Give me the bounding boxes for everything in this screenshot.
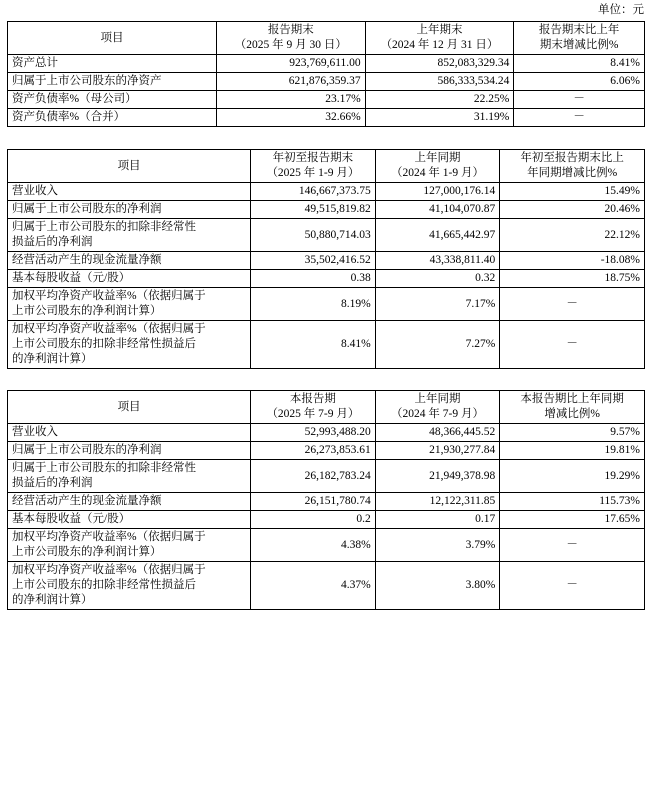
table-row (8, 511, 645, 529)
row-label: 基本每股收益（元/股） (8, 511, 251, 529)
row-label: 加权平均净资产收益率%（依据归属于 上市公司股东的净利润计算） (8, 288, 251, 321)
table-row (8, 201, 645, 219)
row-value-c1: 0.38 (251, 270, 376, 288)
row-value-c3: 17.65% (500, 511, 645, 529)
table-row (8, 442, 645, 460)
row-label: 归属于上市公司股东的扣除非经常性 损益后的净利润 (8, 460, 251, 493)
row-label: 营业收入 (8, 424, 251, 442)
row-value-c2: 41,104,070.87 (375, 201, 500, 219)
row-label: 资产负债率%（合并） (8, 109, 217, 127)
row-value-c1: 35,502,416.52 (251, 252, 376, 270)
row-label: 归属于上市公司股东的净利润 (8, 442, 251, 460)
section-spacer (0, 127, 652, 149)
row-value-c2: 0.32 (375, 270, 500, 288)
header-period-prior: 上年同期 （2024 年 7-9 月） (375, 391, 500, 424)
row-label: 营业收入 (8, 183, 251, 201)
table-row (8, 460, 645, 493)
row-value-c2: 3.80% (375, 562, 500, 610)
header-period-prior: 上年期末 （2024 年 12 月 31 日） (365, 22, 514, 55)
quarter-income-table (7, 390, 645, 610)
row-label: 归属于上市公司股东的净利润 (8, 201, 251, 219)
row-value-c3: 18.75% (500, 270, 645, 288)
row-label: 资产负债率%（母公司） (8, 91, 217, 109)
row-label: 加权平均净资产收益率%（依据归属于 上市公司股东的扣除非经常性损益后 的净利润计算） (8, 562, 251, 610)
row-value-c1: 23.17% (216, 91, 365, 109)
row-value-c1: 146,667,373.75 (251, 183, 376, 201)
ytd-income-table (7, 149, 645, 369)
header-change-ratio: 本报告期比上年同期 增减比例% (500, 391, 645, 424)
row-value-c3: － (500, 288, 645, 321)
row-value-c3: － (514, 91, 645, 109)
table-row (8, 529, 645, 562)
row-label: 归属于上市公司股东的扣除非经常性 损益后的净利润 (8, 219, 251, 252)
table-row (8, 270, 645, 288)
header-period-current: 本报告期 （2025 年 7-9 月） (251, 391, 376, 424)
row-label: 经营活动产生的现金流量净额 (8, 252, 251, 270)
table-row (8, 562, 645, 610)
table-body (8, 183, 645, 369)
row-value-c3: -18.08% (500, 252, 645, 270)
header-item: 项目 (8, 391, 251, 424)
row-value-c2: 852,083,329.34 (365, 55, 514, 73)
row-value-c2: 48,366,445.52 (375, 424, 500, 442)
table-body (8, 55, 645, 127)
row-value-c3: 15.49% (500, 183, 645, 201)
row-value-c3: － (500, 562, 645, 610)
row-value-c1: 923,769,611.00 (216, 55, 365, 73)
row-value-c3: 22.12% (500, 219, 645, 252)
table-row (8, 219, 645, 252)
row-value-c2: 7.27% (375, 321, 500, 369)
header-item: 项目 (8, 150, 251, 183)
table-body (8, 424, 645, 610)
row-label: 经营活动产生的现金流量净额 (8, 493, 251, 511)
table-row (8, 73, 645, 91)
row-value-c3: 8.41% (514, 55, 645, 73)
table-row (8, 321, 645, 369)
row-value-c2: 0.17 (375, 511, 500, 529)
table-header-row (8, 150, 645, 183)
row-value-c1: 52,993,488.20 (251, 424, 376, 442)
row-value-c1: 50,880,714.03 (251, 219, 376, 252)
row-label: 基本每股收益（元/股） (8, 270, 251, 288)
row-value-c1: 4.38% (251, 529, 376, 562)
row-value-c1: 26,273,853.61 (251, 442, 376, 460)
row-value-c1: 49,515,819.82 (251, 201, 376, 219)
row-value-c3: 115.73% (500, 493, 645, 511)
row-value-c1: 26,182,783.24 (251, 460, 376, 493)
row-value-c2: 21,949,378.98 (375, 460, 500, 493)
row-value-c2: 31.19% (365, 109, 514, 127)
row-value-c3: 6.06% (514, 73, 645, 91)
table-header-row (8, 391, 645, 424)
table-row (8, 424, 645, 442)
header-period-prior: 上年同期 （2024 年 1-9 月） (375, 150, 500, 183)
balance-sheet-table (7, 21, 645, 127)
row-label: 加权平均净资产收益率%（依据归属于 上市公司股东的净利润计算） (8, 529, 251, 562)
header-period-current: 年初至报告期末 （2025 年 1-9 月） (251, 150, 376, 183)
unit-note: 单位：元 (598, 4, 644, 16)
row-value-c3: 19.81% (500, 442, 645, 460)
row-label: 归属于上市公司股东的净资产 (8, 73, 217, 91)
row-value-c1: 26,151,780.74 (251, 493, 376, 511)
row-value-c2: 22.25% (365, 91, 514, 109)
row-value-c2: 7.17% (375, 288, 500, 321)
row-value-c3: 20.46% (500, 201, 645, 219)
section-spacer (0, 369, 652, 390)
table-row (8, 288, 645, 321)
row-value-c2: 21,930,277.84 (375, 442, 500, 460)
row-value-c2: 127,000,176.14 (375, 183, 500, 201)
table-row (8, 109, 645, 127)
row-value-c2: 3.79% (375, 529, 500, 562)
row-value-c2: 43,338,811.40 (375, 252, 500, 270)
row-value-c2: 12,122,311.85 (375, 493, 500, 511)
row-value-c3: 9.57% (500, 424, 645, 442)
row-value-c1: 4.37% (251, 562, 376, 610)
header-change-ratio: 年初至报告期末比上 年同期增减比例% (500, 150, 645, 183)
row-value-c1: 0.2 (251, 511, 376, 529)
header-change-ratio: 报告期末比上年 期末增减比例% (514, 22, 645, 55)
table-row (8, 55, 645, 73)
row-value-c1: 8.41% (251, 321, 376, 369)
table-header-row (8, 22, 645, 55)
row-label: 加权平均净资产收益率%（依据归属于 上市公司股东的扣除非经常性损益后 的净利润计算） (8, 321, 251, 369)
row-value-c1: 32.66% (216, 109, 365, 127)
table-row (8, 252, 645, 270)
row-label: 资产总计 (8, 55, 217, 73)
row-value-c3: － (514, 109, 645, 127)
table-row (8, 493, 645, 511)
row-value-c1: 8.19% (251, 288, 376, 321)
row-value-c1: 621,876,359.37 (216, 73, 365, 91)
header-item: 项目 (8, 22, 217, 55)
row-value-c2: 586,333,534.24 (365, 73, 514, 91)
row-value-c3: － (500, 529, 645, 562)
header-period-current: 报告期末 （2025 年 9 月 30 日） (216, 22, 365, 55)
report-page (0, 2, 652, 610)
table-row (8, 91, 645, 109)
row-value-c3: － (500, 321, 645, 369)
row-value-c2: 41,665,442.97 (375, 219, 500, 252)
row-value-c3: 19.29% (500, 460, 645, 493)
table-row (8, 183, 645, 201)
